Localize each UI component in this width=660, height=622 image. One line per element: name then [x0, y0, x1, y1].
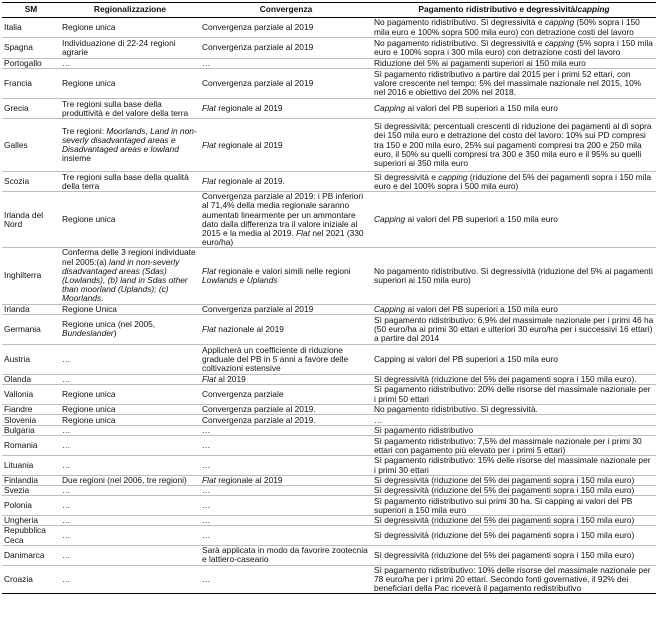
header-pagamento: Pagamento ridistributivo e degressività/capping [372, 3, 656, 18]
cell-pagamento: Capping ai valori del PB superiori a 150 mila euro [372, 99, 656, 119]
table-row [2, 456, 656, 475]
table-row [2, 192, 656, 248]
cell-convergenza: Convergenza parziale [200, 385, 372, 405]
cell-convergenza: … [200, 516, 372, 526]
cell-sm: Scozia [2, 172, 60, 192]
table-row [2, 18, 656, 38]
table-row [2, 496, 656, 516]
header-convergenza: Convergenza [200, 3, 372, 18]
cell-pagamento: Sì degressività; percentuali crescenti di riduzione dei pagamenti al di sopra dei 150 mila euro e detrazione del costo del lavoro: 10% sui PD compresi tra 150 e 200 mila euro, 25% sui pagamenti compresi tra 200 e 250 mila euro, il 50% su quelli compresi tra 300 e 350 mila euro e il 95% su quelli superiori ai 350 mila euro [372, 119, 656, 172]
cell-sm: Vallonia [2, 385, 60, 405]
table-row [2, 565, 656, 594]
cell-sm: Francia [2, 69, 60, 99]
cell-pagamento: Sì degressività (riduzione del 5% dei pagamenti sopra i 150 mila euro) [372, 545, 656, 565]
cell-convergenza: Convergenza parziale al 2019 [200, 38, 372, 59]
table-row [2, 526, 656, 545]
cell-convergenza: Applicherà un coefficiente di riduzione graduale del PB in 5 anni a favore delle coltivazioni estensive [200, 344, 372, 374]
cell-pagamento: Capping ai valori del PB superiori a 150 mila euro [372, 192, 656, 248]
cell-sm: Inghilterra [2, 248, 60, 304]
cell-regionalizzazione: Regione Unica [60, 304, 200, 314]
cell-regionalizzazione: … [60, 456, 200, 475]
cell-regionalizzazione: Regione unica [60, 405, 200, 415]
cell-sm: Olanda [2, 374, 60, 384]
cell-regionalizzazione: … [60, 426, 200, 436]
table-row [2, 405, 656, 415]
cell-regionalizzazione: … [60, 59, 200, 69]
cell-pagamento: Sì pagamento ridistributivo [372, 426, 656, 436]
cell-pagamento: No pagamento ridistributivo. Sì degressività e capping (5% sopra i 150 mila euro e 100% sopra i 300 mila euro) con detrazione costi del lavoro [372, 38, 656, 59]
cell-regionalizzazione: … [60, 545, 200, 565]
cell-regionalizzazione: Regione unica [60, 18, 200, 38]
cell-regionalizzazione: … [60, 516, 200, 526]
cell-pagamento: Sì pagamento ridistributivo: 15% delle risorse del massimale nazionale per i primi 30 ettari [372, 456, 656, 475]
table-row [2, 59, 656, 69]
cell-convergenza: Convergenza parziale al 2019: i PB inferiori al 71,4% della media regionale saranno aumentati linearmente per un ammontare dato dalla differenza tra il valore iniziale al 2015 e la media al 2019. Flat nel 2021 (330 euro/ha) [200, 192, 372, 248]
cell-sm: Bulgaria [2, 426, 60, 436]
cell-regionalizzazione: Regione unica [60, 192, 200, 248]
cell-convergenza: Flat regionale al 2019 [200, 475, 372, 485]
cell-regionalizzazione: Regione unica [60, 385, 200, 405]
cell-sm: Romania [2, 436, 60, 456]
cell-sm: Repubblica Ceca [2, 526, 60, 545]
table-row [2, 516, 656, 526]
cell-regionalizzazione: … [60, 486, 200, 496]
table-row [2, 374, 656, 384]
table-row [2, 426, 656, 436]
table-row [2, 119, 656, 172]
cell-convergenza: Flat al 2019 [200, 374, 372, 384]
cell-sm: Galles [2, 119, 60, 172]
table-header-row [2, 3, 656, 18]
cell-sm: Portogallo [2, 59, 60, 69]
table-row [2, 172, 656, 192]
cell-sm: Irlanda [2, 304, 60, 314]
cell-convergenza: … [200, 496, 372, 516]
cell-regionalizzazione: … [60, 374, 200, 384]
cell-sm: Danimarca [2, 545, 60, 565]
cell-regionalizzazione: Conferma delle 3 regioni individuate nel 2005:(a) land in non-severly disadvantaged areas (Sdas) (Lowlands), (b) land in Sdas other than moorland (Uplands); (c) Moorlands. [60, 248, 200, 304]
cell-regionalizzazione: Tre regioni: Moorlands, Land in non-severly disadvantaged areas e Disadvantaged areas e lowland insieme [60, 119, 200, 172]
table-row [2, 436, 656, 456]
cell-pagamento: Sì degressività e capping (riduzione del 5% dei pagamenti sopra i 150 mila euro e del 100% sopra i 500 mila euro) [372, 172, 656, 192]
table-row [2, 99, 656, 119]
table-row [2, 69, 656, 99]
table-row [2, 475, 656, 485]
cell-sm: Lituania [2, 456, 60, 475]
table-row [2, 304, 656, 314]
cell-regionalizzazione: Tre regioni sulla base della qualità della terra [60, 172, 200, 192]
cell-convergenza: Convergenza parziale al 2019. [200, 405, 372, 415]
cell-regionalizzazione: … [60, 436, 200, 456]
table-row [2, 314, 656, 344]
cell-regionalizzazione: … [60, 526, 200, 545]
cell-pagamento: Sì pagamento ridistributivo: 10% delle risorse del massimale nazionale per 78 euro/ha per i primi 20 ettari. Secondo fonti governative, il 92% dei beneficiari della Pac riceverà il pagamento redistributivo [372, 565, 656, 594]
cell-regionalizzazione: … [60, 496, 200, 516]
cell-pagamento: Sì degressività (riduzione del 5% dei pagamenti sopra i 150 mila euro) [372, 516, 656, 526]
table-row [2, 248, 656, 304]
table-row [2, 344, 656, 374]
cell-pagamento: Sì pagamento ridistributivo: 6,9% del massimale nazionale per i primi 46 ha (50 euro/ha ai primi 30 ettari e ulteriori 30 euro/ha per i successivi 16 ettari) a partire dal 2014 [372, 314, 656, 344]
cell-convergenza: Convergenza parziale al 2019. [200, 415, 372, 426]
cell-convergenza: Flat regionale al 2019 [200, 119, 372, 172]
cell-regionalizzazione: Regione unica [60, 415, 200, 426]
cell-convergenza: … [200, 426, 372, 436]
cell-convergenza: Flat nazionale al 2019 [200, 314, 372, 344]
cell-regionalizzazione: … [60, 344, 200, 374]
header-regionalizzazione: Regionalizzazione [60, 3, 200, 18]
cell-convergenza: Flat regionale al 2019 [200, 99, 372, 119]
cell-pagamento: Riduzione del 5% ai pagamenti superiori ai 150 mila euro [372, 59, 656, 69]
cell-sm: Austria [2, 344, 60, 374]
cell-pagamento: Sì degressività (riduzione del 5% dei pagamenti sopra i 150 mila euro) [372, 475, 656, 485]
cell-pagamento: Capping ai valori del PB superiori a 150 mila euro [372, 344, 656, 374]
cell-convergenza: … [200, 59, 372, 69]
cell-sm: Polonia [2, 496, 60, 516]
cell-regionalizzazione: Regione unica (nel 2005, Bundeslander) [60, 314, 200, 344]
cell-convergenza: … [200, 526, 372, 545]
cell-convergenza: Convergenza parziale al 2019 [200, 304, 372, 314]
cell-pagamento: Sì degressività (riduzione del 5% dei pagamenti sopra i 150 mila euro) [372, 526, 656, 545]
cell-sm: Fiandre [2, 405, 60, 415]
cell-convergenza: Flat regionale e valori simili nelle regioni Lowlands e Uplands [200, 248, 372, 304]
cell-regionalizzazione: Due regioni (nel 2006, tre regioni) [60, 475, 200, 485]
cell-sm: Svezia [2, 486, 60, 496]
cell-convergenza: Sarà applicata in modo da favorire zootecnia e lattiero-caseario [200, 545, 372, 565]
cell-pagamento: … [372, 415, 656, 426]
cell-sm: Finlandia [2, 475, 60, 485]
cell-sm: Croazia [2, 565, 60, 594]
cell-pagamento: Sì pagamento ridistributivo: 7,5% del massimale nazionale per i primi 30 ettari con pagamento più elevato per i primi 5 ettari) [372, 436, 656, 456]
cell-pagamento: Sì degressività (riduzione del 5% dei pagamenti sopra i 150 mila euro). [372, 374, 656, 384]
cell-regionalizzazione: Individuazione di 22-24 regioni agrarie [60, 38, 200, 59]
member-states-table [2, 2, 656, 594]
cell-sm: Italia [2, 18, 60, 38]
cell-convergenza: Convergenza parziale al 2019 [200, 69, 372, 99]
cell-pagamento: Capping ai valori del PB superiori a 150 mila euro [372, 304, 656, 314]
cell-sm: Germania [2, 314, 60, 344]
cell-convergenza: … [200, 486, 372, 496]
table-row [2, 38, 656, 59]
table-row [2, 486, 656, 496]
cell-sm: Spagna [2, 38, 60, 59]
cell-regionalizzazione: Regione unica [60, 69, 200, 99]
header-sm: SM [2, 3, 60, 18]
cell-convergenza: Flat regionale al 2019. [200, 172, 372, 192]
cell-convergenza: Convergenza parziale al 2019 [200, 18, 372, 38]
table-row [2, 415, 656, 426]
cell-sm: Ungheria [2, 516, 60, 526]
table-row [2, 545, 656, 565]
cell-sm: Grecia [2, 99, 60, 119]
cell-pagamento: No pagamento ridistributivo. Sì degressività e capping (50% sopra i 150 mila euro e 100% sopra 500 mila euro) con detrazione costi del lavoro [372, 18, 656, 38]
cell-sm: Irlanda del Nord [2, 192, 60, 248]
cell-convergenza: … [200, 456, 372, 475]
cell-convergenza: … [200, 565, 372, 594]
cell-pagamento: Sì degressività (riduzione del 5% dei pagamenti sopra i 150 mila euro) [372, 486, 656, 496]
cell-convergenza: … [200, 436, 372, 456]
table-row [2, 385, 656, 405]
cell-pagamento: Sì pagamento ridistributivo a partire dal 2015 per i primi 52 ettari, con valore crescente nel tempo: 5% del massimale nazionale nel 2015, 10% nel 2016 e obiettivo del 20% nel 2018. [372, 69, 656, 99]
cell-sm: Slovenia [2, 415, 60, 426]
cell-pagamento: No pagamento ridistributivo. Sì degressività (riduzione del 5% ai pagamenti superiori ai 150 mila euro) [372, 248, 656, 304]
cell-regionalizzazione: Tre regioni sulla base della produttività e del valore della terra [60, 99, 200, 119]
cell-regionalizzazione: … [60, 565, 200, 594]
cell-pagamento: Sì pagamento ridistributivo sui primi 30 ha. Sì capping ai valori del PB superiori a 150 mila euro [372, 496, 656, 516]
cell-pagamento: No pagamento ridistributivo. Sì degressività. [372, 405, 656, 415]
cell-pagamento: Sì pagamento ridistributivo: 20% delle risorse del massimale nazionale per i primi 50 ettari [372, 385, 656, 405]
